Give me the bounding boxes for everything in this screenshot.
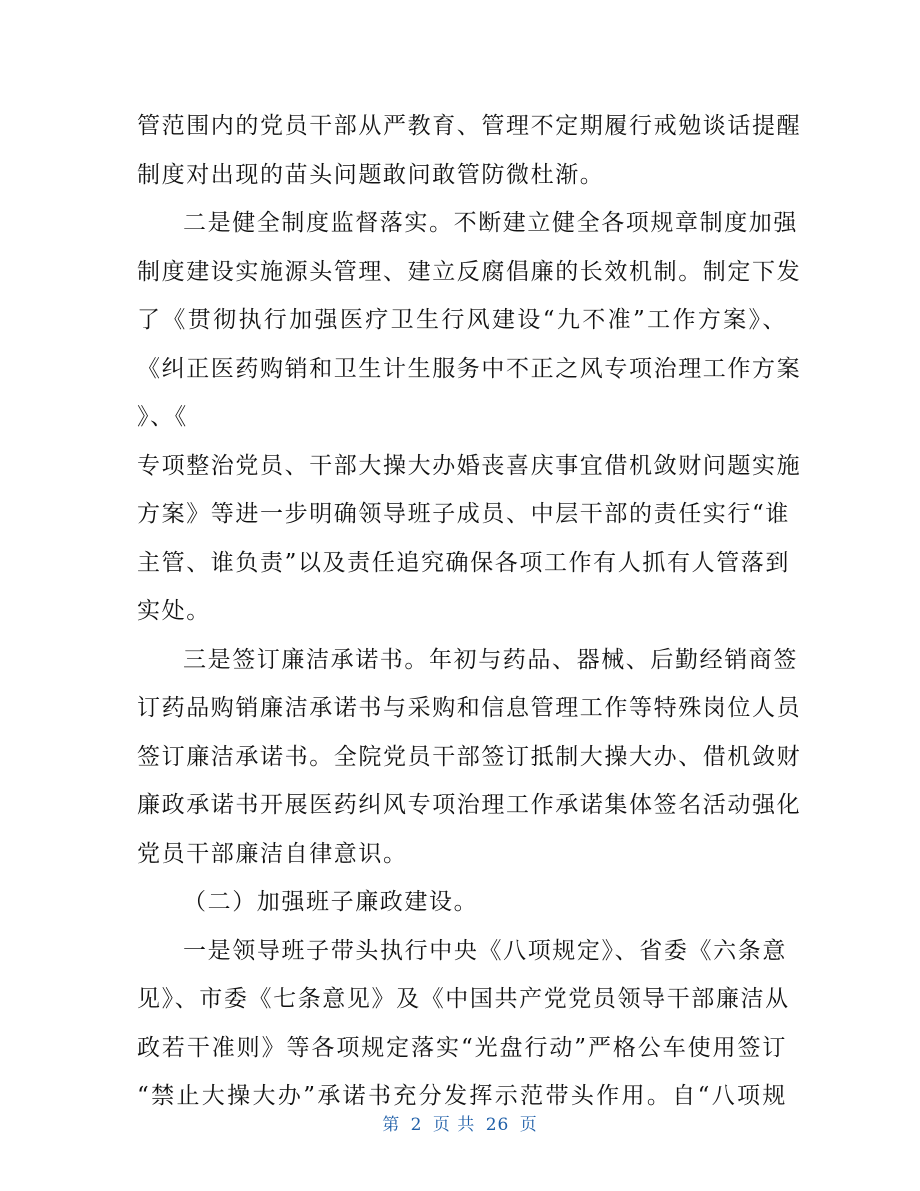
text-line: 签订廉洁承诺书。全院党员干部签订抵制大操大办、借机敛财 xyxy=(137,743,802,770)
text-line: 《纠正医药购销和卫生计生服务中不正之风专项治理工作方案 xyxy=(137,355,802,382)
paragraph-start-line: 二是健全制度监督落实。不断建立健全各项规章制度加强 xyxy=(183,210,798,236)
text-line: 订药品购销廉洁承诺书与采购和信息管理工作等特殊岗位人员 xyxy=(137,695,802,721)
text-line: 廉政承诺书开展医药纠风专项治理工作承诺集体签名活动强化 xyxy=(137,792,802,818)
text-line: 了《贯彻执行加强医疗卫生行风建设“九不准”工作方案》、 xyxy=(137,307,787,333)
text-line: 专项整治党员、干部大操大办婚丧喜庆事宜借机敛财问题实施 xyxy=(137,452,802,479)
text-line: 制度建设实施源头管理、建立反腐倡廉的长效机制。制定下发 xyxy=(137,258,802,285)
current-page-number: 2 xyxy=(410,1115,423,1135)
section-heading: （二）加强班子廉政建设。 xyxy=(183,889,479,915)
footer-suffix: 页 xyxy=(519,1115,538,1135)
footer-prefix: 第 xyxy=(382,1115,401,1135)
document-body xyxy=(137,102,802,1121)
text-line: 见》、市委《七条意见》及《中国共产党党员领导干部廉洁从 xyxy=(137,986,790,1012)
text-line: 实处。 xyxy=(137,598,211,624)
page-footer xyxy=(0,1110,920,1135)
paragraph-start-line: 一是领导班子带头执行中央《八项规定》、省委《六条意 xyxy=(183,937,787,964)
footer-middle: 页 共 xyxy=(432,1115,476,1135)
text-line: 主管、谁负责”以及责任追究确保各项工作有人抓有人管落到 xyxy=(137,549,790,576)
text-line: 制度对出现的苗头问题敢问敢管防微杜渐。 xyxy=(137,161,605,188)
text-line: 管范围内的党员干部从严教育、管理不定期履行戒勉谈话提醒 xyxy=(137,113,802,139)
text-line: 政若干准则》等各项规定落实“光盘行动”严格公车使用签订 xyxy=(137,1034,787,1061)
text-line: 方案》等进一步明确领导班子成员、中层干部的责任实行“谁 xyxy=(137,501,790,527)
total-page-count: 26 xyxy=(485,1115,510,1135)
text-line: 党员干部廉洁自律意识。 xyxy=(137,840,408,867)
paragraph-start-line: 三是签订廉洁承诺书。年初与药品、器械、后勤经销商签 xyxy=(183,646,798,673)
text-line: 》、《 xyxy=(137,404,188,430)
text-line: “禁止大操大办”承诺书充分发挥示范带头作用。自“八项规 xyxy=(137,1083,787,1109)
